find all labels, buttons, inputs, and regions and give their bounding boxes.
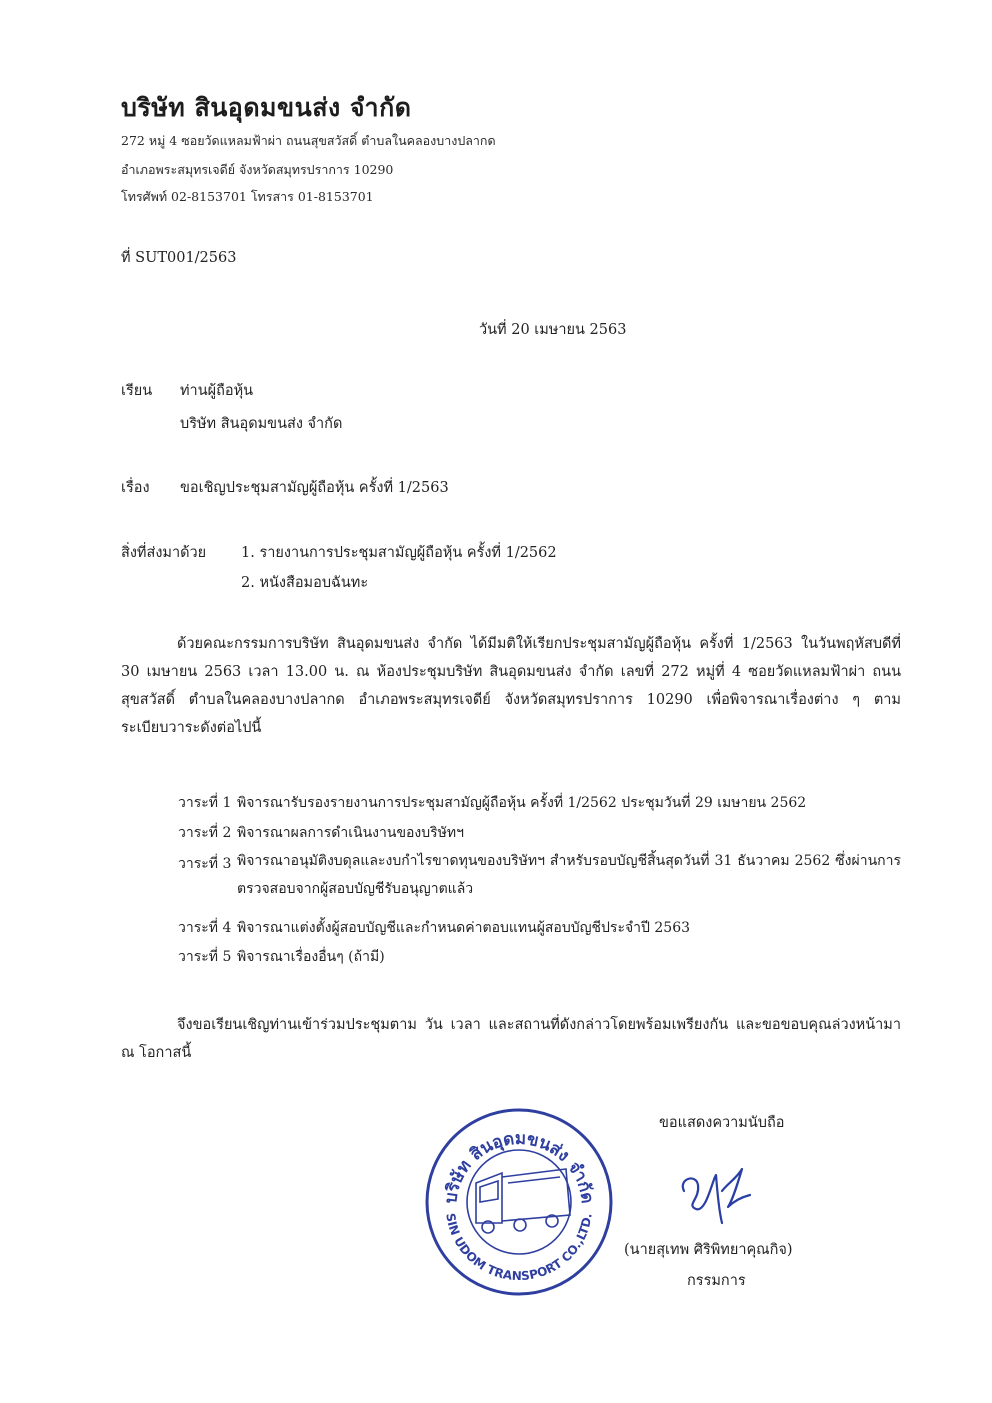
signature-scribble [676,1161,756,1231]
signatory-name: (นายสุเทพ ศิริพิทยาคุณกิจ) [624,1242,793,1258]
enclosures-label: สิ่งที่ส่งมาด้วย [121,545,207,561]
company-seal-stamp [420,1103,618,1301]
agenda-text-1: พิจารณารับรองรายงานการประชุมสามัญผู้ถือหุ้น ครั้งที่ 1/2562 ประชุมวันที่ 29 เมษายน 2562 [237,795,807,811]
company-name: บริษัท สินอุดมขนส่ง จำกัด [121,93,412,122]
enclosure-item-2: 2. หนังสือมอบฉันทะ [241,575,369,591]
recipient-label: เรียน [121,383,153,399]
enclosure-item-1: 1. รายงานการประชุมสามัญผู้ถือหุ้น ครั้งที่ 1/2562 [241,545,557,561]
recipient-line-1: ท่านผู้ถือหุ้น [180,383,254,399]
subject-label: เรื่อง [121,480,150,496]
agenda-text-3: พิจารณาอนุมัติงบดุลและงบกำไรขาดทุนของบริษัทฯ สำหรับรอบบัญชีสิ้นสุดวันที่ 31 ธันวาคม 2562 ซึ่งผ่านการตรวจสอบจากผู้สอบบัญชีรับอนุญาตแล้ว [237,853,901,897]
body-intro-paragraph: ด้วยคณะกรรมการบริษัท สินอุดมขนส่ง จำกัด ได้มีมติให้เรียกประชุมสามัญผู้ถือหุ้น ครั้งที่ 1/2563 ในวันพฤหัสบดีที่ 30 เมษายน 2563 เวลา 13.00 น. ณ ห้องประชุมบริษัท สินอุดมขนส่ง จำกัด เลขที่ 272 หมู่ที่ 4 ซอยวัดแหลมฟ้าผ่า ถนนสุขสวัสดิ์ ตำบลในคลองบางปลากด อำเภอพระสมุทรเจดีย์ จังหวัดสมุทรปราการ 10290 เพื่อพิจารณาเรื่องต่าง ๆ ตามระเบียบวาระดังต่อไปนี้ [121,636,901,736]
agenda-number-4: วาระที่ 4 [178,920,232,936]
agenda-number-5: วาระที่ 5 [178,949,232,965]
reference-number: ที่ SUT001/2563 [121,250,237,266]
subject-text: ขอเชิญประชุมสามัญผู้ถือหุ้น ครั้งที่ 1/2563 [180,480,449,496]
agenda-number-2: วาระที่ 2 [178,825,232,841]
address-line-2: อำเภอพระสมุทรเจดีย์ จังหวัดสมุทรปราการ 10290 [121,162,394,177]
contact-line: โทรศัพท์ 02-8153701 โทรสาร 01-8153701 [121,189,374,204]
seal-english-text: SIN UDOM TRANSPORT CO.,LTD. [443,1212,595,1284]
agenda-text-2: พิจารณาผลการดำเนินงานของบริษัทฯ [237,825,464,841]
recipient-line-2: บริษัท สินอุดมขนส่ง จำกัด [180,416,343,432]
seal-thai-text: บริษัท สินอุดมขนส่ง จำกัด [440,1128,598,1205]
agenda-text-4: พิจารณาแต่งตั้งผู้สอบบัญชีและกำหนดค่าตอบแทนผู้สอบบัญชีประจำปี 2563 [237,920,691,936]
agenda-number-1: วาระที่ 1 [178,795,232,811]
address-line-1: 272 หมู่ 4 ซอยวัดแหลมฟ้าผ่า ถนนสุขสวัสดิ์ ตำบลในคลองบางปลากด [121,133,496,148]
letter-date: วันที่ 20 เมษายน 2563 [479,322,627,338]
truck-icon [476,1169,570,1233]
agenda-text-5: พิจารณาเรื่องอื่นๆ (ถ้ามี) [237,949,385,965]
signoff-greeting: ขอแสดงความนับถือ [659,1115,785,1131]
agenda-number-3: วาระที่ 3 [178,856,232,872]
signatory-position: กรรมการ [687,1273,746,1289]
closing-paragraph: จึงขอเรียนเชิญท่านเข้าร่วมประชุมตาม วัน เวลา และสถานที่ดังกล่าวโดยพร้อมเพรียงกัน และขอขอบคุณล่วงหน้ามา ณ โอกาสนี้ [121,1017,901,1061]
